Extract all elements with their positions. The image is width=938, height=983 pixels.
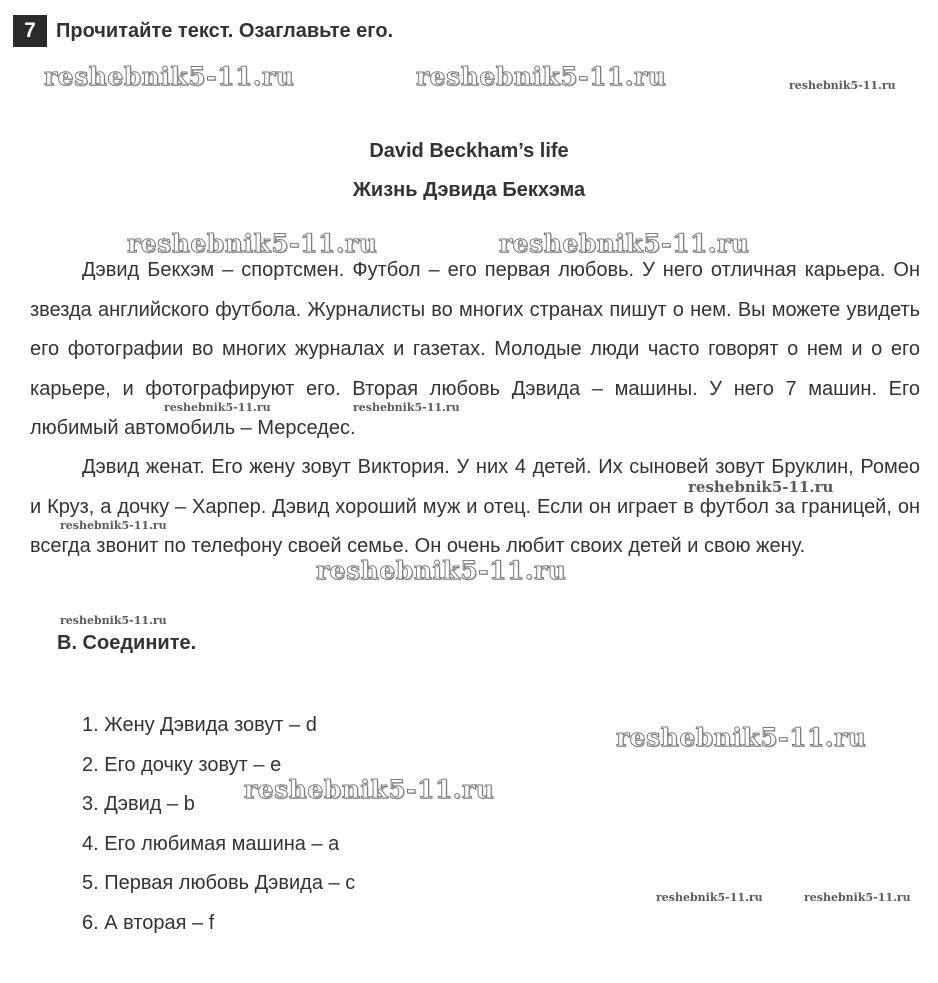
watermark: reshebnik5-11.ru bbox=[164, 401, 271, 414]
watermark: reshebnik5-11.ru bbox=[60, 614, 167, 627]
match-item: 5. Первая любовь Дэвида – c bbox=[82, 872, 356, 894]
match-item: 1. Жену Дэвида зовут – d bbox=[82, 714, 317, 736]
watermark: reshebnik5-11.ru bbox=[656, 891, 763, 904]
watermark: reshebnik5-11.ru bbox=[688, 478, 834, 496]
match-item: 4. Его любимая машина – a bbox=[82, 832, 340, 855]
watermark: reshebnik5-11.ru bbox=[499, 229, 750, 258]
title-russian: Жизнь Дэвида Бекхэма bbox=[352, 179, 586, 201]
watermark: reshebnik5-11.ru bbox=[127, 229, 378, 258]
task-header bbox=[13, 15, 393, 47]
title-english: David Beckham’s life bbox=[369, 140, 569, 162]
watermark: reshebnik5-11.ru bbox=[789, 79, 896, 92]
watermark: reshebnik5-11.ru bbox=[416, 62, 667, 91]
text-paragraph-1: Дэвид Бекхэм – спортсмен. Футбол – его первая любовь. У него отличная карьера. Он звезда английского футбола. Журналисты во многих странах пишут о нем. Вы можете увидеть его фотографии во многих журналах и газетах. Молодые люди часто говорят о нем и о его карьере, и фотографируют его. Вторая любовь Дэвида – машины. У него 7 машин. Его любимый автомобиль – Мерседес. bbox=[30, 259, 920, 439]
match-item: 3. Дэвид – b bbox=[82, 793, 195, 815]
section-b-heading: B. Соедините. bbox=[57, 632, 197, 654]
match-item: 2. Его дочку зовут – е bbox=[82, 753, 282, 776]
watermark: reshebnik5-11.ru bbox=[316, 556, 567, 585]
match-item: 6. А вторая – f bbox=[82, 911, 215, 934]
watermark: reshebnik5-11.ru bbox=[353, 401, 460, 414]
watermark: reshebnik5-11.ru bbox=[804, 891, 911, 904]
watermark: reshebnik5-11.ru bbox=[60, 519, 167, 532]
task-number-badge: 7 bbox=[13, 15, 47, 47]
watermark: reshebnik5-11.ru bbox=[244, 775, 495, 804]
match-list bbox=[82, 706, 355, 943]
watermark: reshebnik5-11.ru bbox=[44, 62, 295, 91]
task-instruction: Прочитайте текст. Озаглавьте его. bbox=[56, 19, 394, 42]
watermark: reshebnik5-11.ru bbox=[616, 723, 867, 752]
text-paragraph-2: Дэвид женат. Его жену зовут Виктория. У них 4 детей. Их сыновей зовут Бруклин, Ромео и Круз, а дочку – Харпер. Дэвид хороший муж и отец. Если он играет в футбол за границей, он всегда звонит по телефону своей семье. Он очень любит своих детей и свою жену. bbox=[30, 456, 920, 557]
